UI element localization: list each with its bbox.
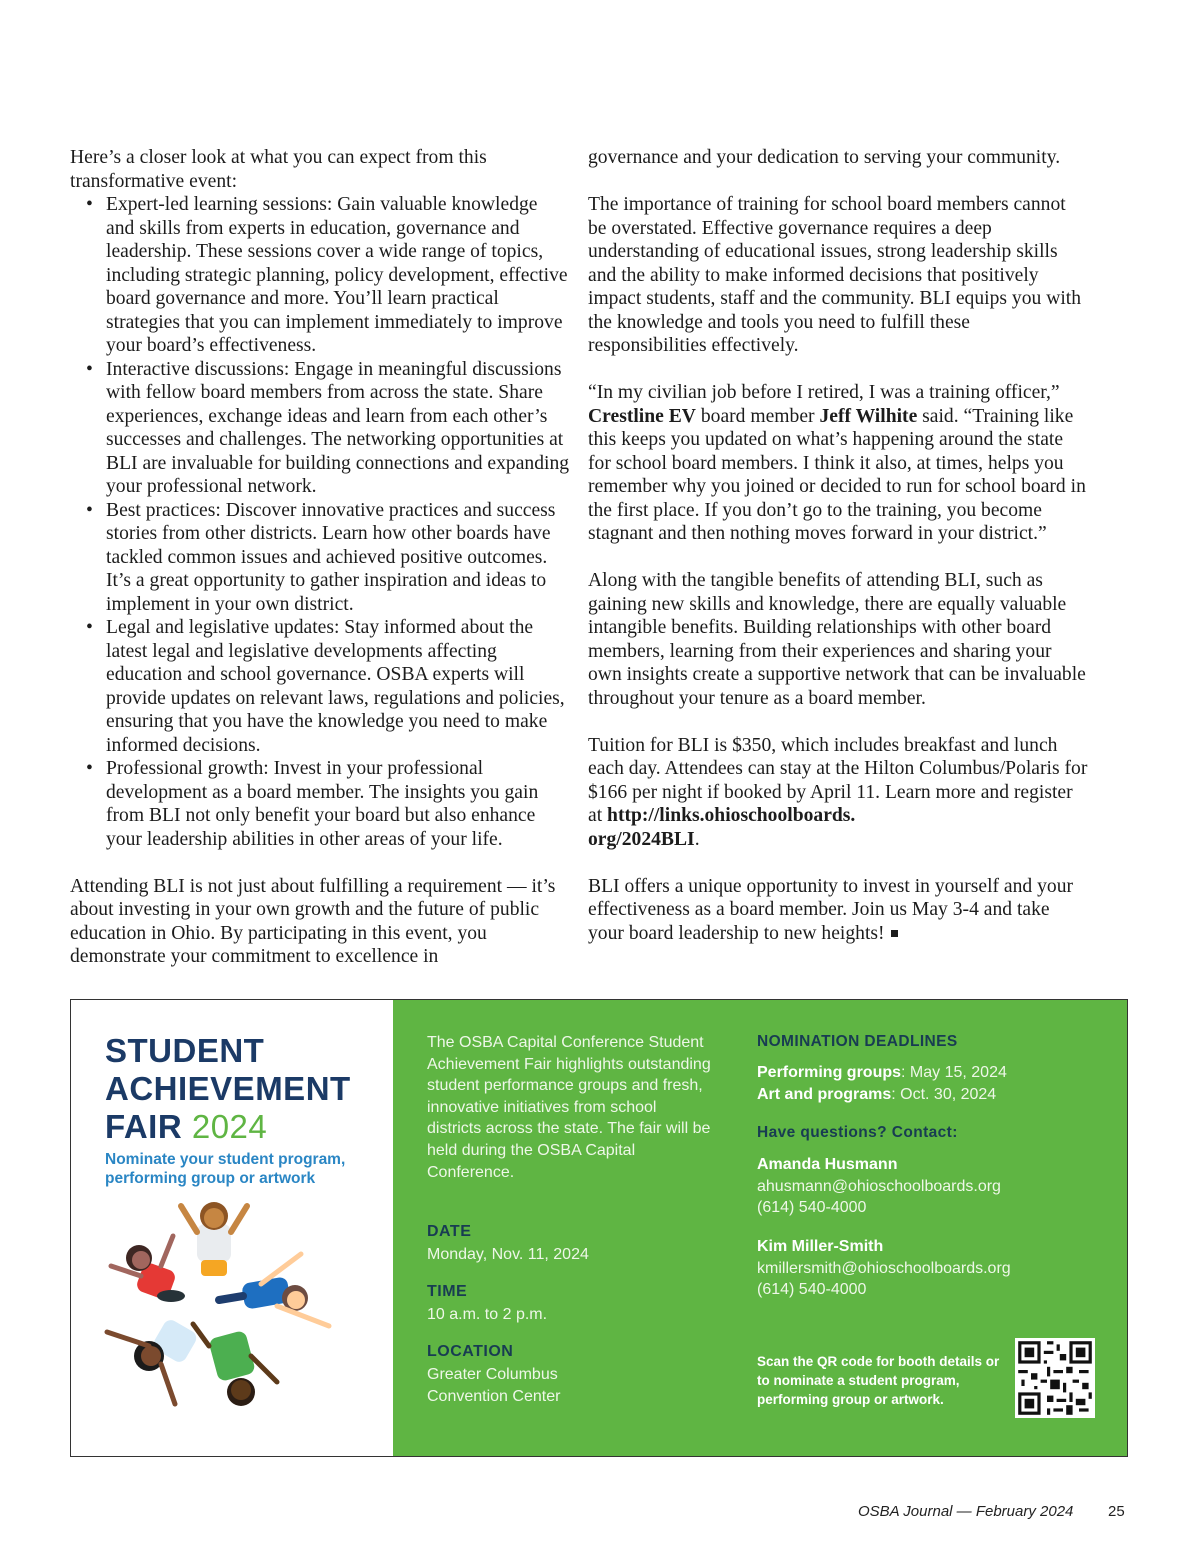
contact-2 [757, 1236, 1087, 1301]
ad-title [105, 1032, 351, 1146]
quote-paragraph [588, 381, 1088, 546]
benefits-paragraph: Along with the tangible benefits of attending BLI, such as gaining new skills and knowledge, there are equally valuable intangible benefits. Building relationships with other board members, learning from their experiences and sharing your own insights create a supportive network that can be invaluable throughout your tenure as a board member. [588, 570, 1086, 709]
left-column [70, 146, 570, 969]
deadline-art [757, 1084, 1087, 1106]
list-item: • Interactive discussions: Engage in meaningful discussions with fellow board members from across the state. Share experiences, exchange ideas and learn from each other’s successes and challenges. The networking opportunities at BLI are invaluable for building connections and expanding your professional network. [106, 358, 570, 499]
list-item: • Professional growth: Invest in your professional development as a board member. The insights you gain from BLI not only benefit your board but also enhance your leadership abilities in other areas of your life. [106, 757, 570, 851]
quote-name: Jeff Wilhite [819, 405, 918, 427]
contact-2-name: Kim Miller-Smith [757, 1238, 884, 1255]
quote-district: Crestline EV [588, 405, 696, 427]
performing-label: Performing groups [757, 1064, 902, 1081]
quote-role: board member [700, 405, 815, 427]
tuition-text: Tuition for BLI is $350, which includes breakfast and lunch each day. Attendees can stay at the Hilton Columbus/Polaris for $166 per night if booked by April 11. Learn more and register at [588, 734, 1088, 826]
date-label: DATE [427, 1223, 472, 1240]
contact-2-phone: (614) 540-4000 [757, 1281, 867, 1299]
closing-paragraph: Attending BLI is not just about fulfilling a requirement — it’s about investing in your own growth and the future of public education in Ohio. By participating in this event, you demonstrate your commitment to excellence in [70, 875, 556, 967]
publication-footer: OSBA Journal — February 2024 [858, 1503, 1074, 1520]
intro-paragraph: Here’s a closer look at what you can expect from this transformative event: [70, 147, 487, 192]
ad-title-fair: FAIR [105, 1108, 183, 1145]
contact-1-phone: (614) 540-4000 [757, 1199, 867, 1217]
child-figure [181, 1202, 247, 1276]
location-line1: Greater Columbus [427, 1366, 558, 1383]
ad-title-line2: ACHIEVEMENT [105, 1070, 351, 1107]
quote-rest: said. “Training like this keeps you updated on what’s happening around the state for school board members. I think it also, at times, helps you remember why you joined or decided to run for school board in the first place. If you don’t go to the training, you become stagnant and then nothing moves forward in your district.” [588, 405, 1086, 544]
list-item: • Best practices: Discover innovative practices and success stories from other districts. Learn how other boards have tackled common issues and achieved positive outcomes. It’s a great opportunity to gather inspiration and ideas to implement in your own district. [106, 499, 570, 617]
art-date: : Oct. 30, 2024 [891, 1085, 997, 1103]
ad-title-line1: STUDENT [105, 1032, 265, 1069]
ad-description: The OSBA Capital Conference Student Achievement Fair highlights outstanding student performance groups and fresh, innovative initiatives from school districts across the state. The fair will be held during the OSBA Capital Conference. [427, 1034, 711, 1181]
qr-code-icon[interactable] [1015, 1338, 1095, 1418]
end-mark-icon [891, 930, 898, 937]
child-figure [111, 1236, 185, 1302]
quote-open: “In my civilian job before I retired, I was a training officer,” [588, 382, 1060, 403]
page-number: 25 [1108, 1503, 1125, 1520]
time-label: TIME [427, 1283, 468, 1300]
registration-link-part2[interactable]: org/2024BLI [588, 828, 695, 850]
contact-1 [757, 1154, 1087, 1219]
benefit-list [70, 193, 570, 851]
deadline-list [757, 1062, 1087, 1105]
right-column [588, 146, 1088, 945]
performing-date: : May 15, 2024 [901, 1064, 1007, 1081]
ad-title-line3 [105, 1108, 351, 1146]
contact-1-name: Amanda Husmann [757, 1156, 898, 1173]
nomination-deadlines-heading: NOMINATION DEADLINES [757, 1033, 958, 1050]
list-item: • Legal and legislative updates: Stay informed about the latest legal and legislative developments affecting education and school governance. OSBA experts will provide updates on relevant laws, regulations and policies, ensuring that you have the knowledge you need to make informed decisions. [106, 616, 570, 757]
child-figure [219, 1254, 329, 1326]
time-value: 10 a.m. to 2 p.m. [427, 1306, 548, 1323]
location-value [427, 1364, 560, 1407]
registration-link-part1[interactable]: http://links.ohioschoolboards. [607, 805, 856, 826]
deadline-performing [757, 1062, 1087, 1084]
location-label: LOCATION [427, 1343, 514, 1360]
art-label: Art and programs [757, 1085, 892, 1103]
contact-1-email[interactable]: ahusmann@ohioschoolboards.org [757, 1177, 1001, 1195]
qr-instructions: Scan the QR code for booth details or to nominate a student program, performing group or artwork. [757, 1354, 1000, 1407]
tuition-end: . [694, 828, 700, 850]
ad-subtitle: Nominate your student program, performing group or artwork [105, 1151, 346, 1187]
child-figure [193, 1324, 277, 1406]
questions-heading: Have questions? Contact: [757, 1124, 958, 1141]
final-paragraph [588, 875, 1088, 946]
training-paragraph: The importance of training for school board members cannot be overstated. Effective governance requires a deep understanding of educational issues, strong leadership skills and the ability to make informed decisions that positively impact students, staff and the community. BLI equips you with the knowledge and tools you need to fulfill these responsibilities effectively. [588, 194, 1082, 356]
ad-title-year: 2024 [191, 1108, 268, 1145]
final-text: BLI offers a unique opportunity to invest in yourself and your effectiveness as a board member. Join us May 3-4 and take your board leadership to new heights! [588, 875, 1074, 944]
continuation-paragraph: governance and your dedication to serving your community. [588, 147, 1061, 168]
tuition-paragraph [588, 734, 1088, 852]
ad-left-panel [71, 1000, 393, 1456]
children-circle-illustration [101, 1196, 341, 1436]
student-achievement-fair-ad [70, 999, 1128, 1457]
child-figure [107, 1317, 199, 1404]
contact-2-email[interactable]: kmillersmith@ohioschoolboards.org [757, 1259, 1011, 1277]
date-value: Monday, Nov. 11, 2024 [427, 1246, 589, 1263]
ad-green-panel [393, 1000, 1127, 1456]
registration-link[interactable] [588, 805, 855, 850]
list-item: • Expert-led learning sessions: Gain valuable knowledge and skills from experts in education, governance and leadership. These sessions cover a wide range of topics, including strategic planning, policy development, effective board governance and more. You’ll learn practical strategies that you can implement immediately to improve your board’s effectiveness. [106, 193, 570, 358]
location-line2: Convention Center [427, 1387, 561, 1405]
